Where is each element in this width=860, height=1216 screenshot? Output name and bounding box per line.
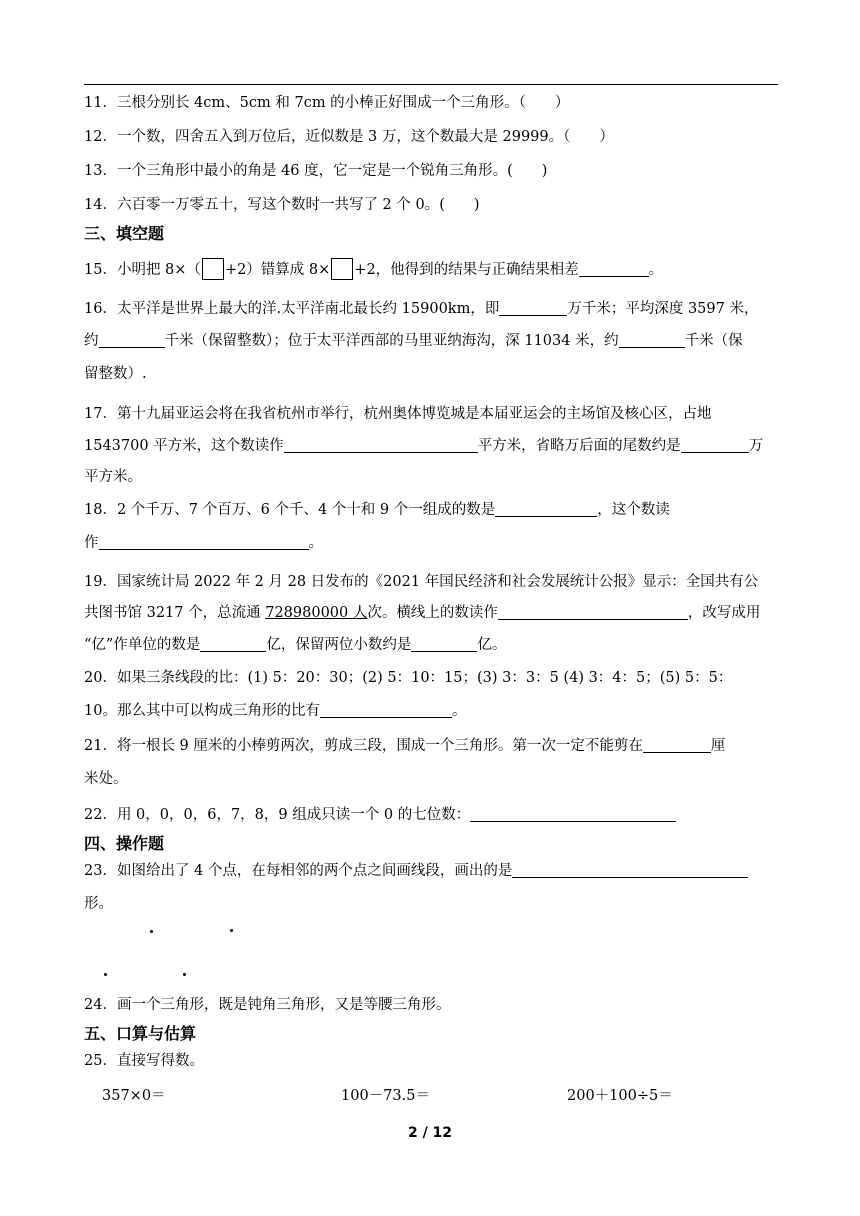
question-17-line-2: 1543700 平方米，这个数读作 平方米，省略万后面的尾数约是 万 <box>84 438 764 454</box>
point-dot <box>183 973 186 976</box>
calc-item: 100－73.5＝ <box>341 1088 430 1104</box>
question-18-line-1: 18．2 个千万、7 个百万、6 个千、4 个十和 9 个一组成的数是 ，这个数读 <box>84 502 670 518</box>
question-20-line-1: 20．如果三条线段的比：(1) 5：20：30；(2) 5：10：15；(3) 3：3：5 (4) 3：4：5；(5) 5：5： <box>84 670 733 686</box>
question-16-line-3: 留整数）. <box>84 366 147 382</box>
answer-blank[interactable] <box>512 861 748 878</box>
question-24: 24．画一个三角形，既是钝角三角形，又是等腰三角形。 <box>84 997 451 1013</box>
header-rule <box>84 84 778 85</box>
question-19-line-2: 共图书馆 3217 个，总流通 728980000 人次。横线上的数读作 ，改写成用 <box>84 605 761 621</box>
question-21-line-2: 米处。 <box>84 771 128 787</box>
question-19-line-1: 19．国家统计局 2022 年 2 月 28 日发布的《2021 年国民经济和社会发展统计公报》显示：全国共有公 <box>84 574 759 590</box>
answer-blank[interactable] <box>200 635 266 652</box>
point-dot <box>150 930 153 933</box>
section-heading-operation: 四、操作题 <box>84 834 165 853</box>
answer-blank[interactable] <box>99 331 165 348</box>
answer-blank[interactable] <box>498 603 688 620</box>
answer-blank[interactable] <box>579 260 649 277</box>
point-dot <box>104 973 107 976</box>
question-12: 12．一个数，四舍五入到万位后，近似数是 3 万，这个数最大是 29999。（ ） <box>84 129 614 145</box>
question-19-line-3: “亿”作单位的数是 亿，保留两位小数约是 亿。 <box>84 637 507 653</box>
answer-blank[interactable] <box>411 635 477 652</box>
question-17-line-1: 17．第十九届亚运会将在我省杭州市举行，杭州奥体博览城是本届亚运会的主场馆及核心区，占地 <box>84 406 712 422</box>
answer-blank[interactable] <box>99 533 309 550</box>
question-16-line-2: 约 千米（保留整数）；位于太平洋西部的马里亚纳海沟，深 11034 米，约 千米（保 <box>84 333 743 349</box>
answer-blank[interactable] <box>499 299 567 316</box>
question-23-line-2: 形。 <box>84 896 113 912</box>
calc-item: 357×0＝ <box>102 1088 166 1104</box>
question-25: 25．直接写得数。 <box>84 1053 204 1069</box>
answer-blank[interactable] <box>681 436 749 453</box>
answer-blank[interactable] <box>284 436 478 453</box>
point-dot <box>230 929 233 932</box>
section-heading-fill-in: 三、填空题 <box>84 224 165 243</box>
answer-blank[interactable] <box>470 805 676 822</box>
question-16-line-1: 16．太平洋是世界上最大的洋.太平洋南北最长约 15900km，即 万千米；平均深度 3597 米， <box>84 301 759 317</box>
question-21-line-1: 21．将一根长 9 厘米的小棒剪两次，剪成三段，围成一个三角形。第一次一定不能剪在 厘 <box>84 738 726 754</box>
question-17-line-3: 平方米。 <box>84 469 142 485</box>
question-22: 22．用 0，0，0，6，7，8，9 组成只读一个 0 的七位数： <box>84 805 676 825</box>
page-number: 2 / 12 <box>407 1125 453 1141</box>
answer-blank[interactable] <box>495 500 597 517</box>
answer-blank[interactable] <box>643 736 711 753</box>
section-heading-mental-math: 五、口算与估算 <box>84 1024 197 1043</box>
question-15: 15．小明把 8×（ +2）错算成 8× +2，他得到的结果与正确结果相差 。 <box>84 258 663 280</box>
answer-blank[interactable] <box>320 701 452 718</box>
box-blank <box>331 258 353 280</box>
question-18-line-2: 作 。 <box>84 535 323 551</box>
question-13: 13．一个三角形中最小的角是 46 度，它一定是一个锐角三角形。( ) <box>84 163 548 179</box>
box-blank <box>202 258 224 280</box>
question-11: 11．三根分别长 4cm、5cm 和 7cm 的小棒正好围成一个三角形。（ ） <box>84 95 570 111</box>
question-23-line-1: 23．如图给出了 4 个点，在每相邻的两个点之间画线段，画出的是 <box>84 861 748 881</box>
calc-item: 200＋100÷5＝ <box>567 1088 673 1104</box>
question-14: 14．六百零一万零五十，写这个数时一共写了 2 个 0。( ) <box>84 197 480 213</box>
answer-blank[interactable] <box>619 331 685 348</box>
question-20-line-2: 10。那么其中可以构成三角形的比有 。 <box>84 703 467 719</box>
